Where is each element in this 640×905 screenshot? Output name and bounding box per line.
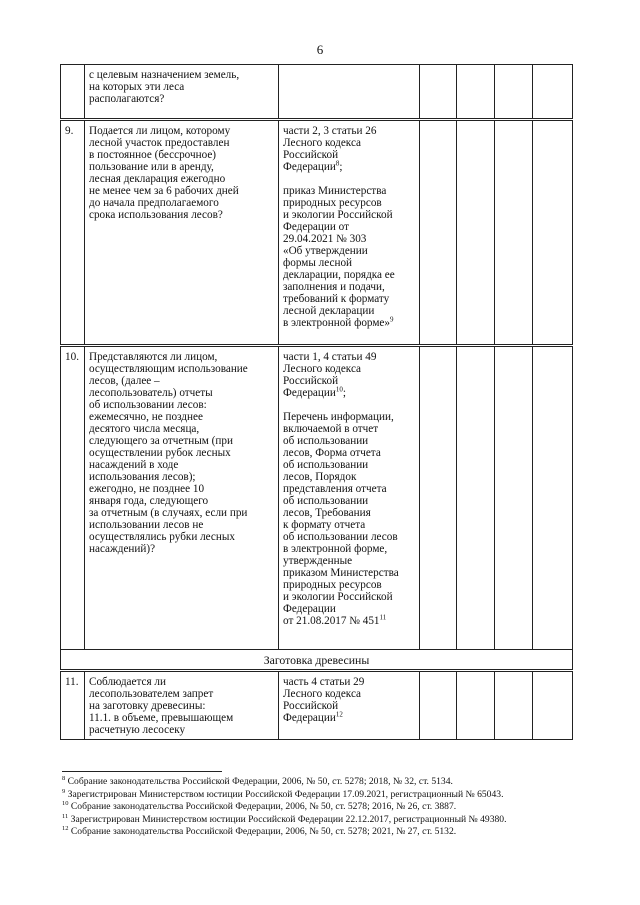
footnote-text: Зарегистрирован Министерством юстиции Российской Федерации 17.09.2021, регистрационный № 65043. <box>67 788 504 800</box>
answer-no-cell <box>457 346 495 650</box>
footnote <box>62 789 582 802</box>
answer-na-cell <box>495 120 533 346</box>
answer-no-cell <box>457 671 495 740</box>
answer-na-cell <box>495 65 533 120</box>
requirements-checklist-table <box>60 64 573 740</box>
footnote-mark: 8 <box>62 774 66 782</box>
section-heading-row <box>61 650 573 671</box>
row-number <box>61 65 85 120</box>
table-row <box>61 346 573 650</box>
requisite-punct: ; <box>339 161 343 173</box>
requisite-text: часть 4 статьи 29 Лесного кодекса Российской Федерации <box>283 676 365 724</box>
note-cell <box>533 671 573 740</box>
footnote-ref: 12 <box>335 710 343 719</box>
row-number: 9. <box>61 120 85 346</box>
note-cell <box>533 120 573 346</box>
question-text: Представляются ли лицом, осуществляющим использование лесов, (далее – лесопользователь) отчеты об использовании лесов: ежемесячно, не позднее десятого числа месяца, следующего за отчетным (при осуществлении рубок лесных насаждений в ходе использования лесов); ежегодно, не позднее 10 января года, следующего за отчетным (в случаях, если при использовании лесов не осуществлялись рубки лесных насаждений)? <box>85 346 279 650</box>
footnote-mark: 9 <box>62 787 66 795</box>
row-number: 10. <box>61 346 85 650</box>
table-row <box>61 671 573 740</box>
question-text: с целевым назначением земель, на которых эти леса располагаются? <box>85 65 279 120</box>
footnote <box>62 814 582 827</box>
answer-no-cell <box>457 65 495 120</box>
legal-requisites <box>279 671 420 740</box>
footnote-ref: 10 <box>335 385 343 394</box>
answer-no-cell <box>457 120 495 346</box>
table-row <box>61 65 573 120</box>
footnote <box>62 826 582 839</box>
footnote-mark: 12 <box>62 825 69 833</box>
footnote-mark: 11 <box>62 812 69 820</box>
requisite-text: приказ Министерства природных ресурсов и экологии Российской Федерации от 29.04.2021 № 303 «Об утверждении формы лесной декларации, порядка ее заполнения и подачи, требований к формату лесной декларации в электронной форме» <box>283 185 395 329</box>
legal-requisites <box>279 65 420 120</box>
footnote-ref: 11 <box>379 613 387 622</box>
requisite-text: Перечень информации, включаемой в отчет об использовании лесов, Форма отчета об использовании лесов, Порядок представления отчета об использовании лесов, Требования к формату отчета об использовании лесов в электронной форме, утвержденные приказом Министерства природных ресурсов и экологии Российской Федерации от 21.08.2017 № 451 <box>283 411 399 627</box>
table-row <box>61 120 573 346</box>
requisite-text: части 1, 4 статьи 49 Лесного кодекса Российской Федерации <box>283 351 377 399</box>
page-number: 6 <box>316 42 324 57</box>
answer-yes-cell <box>420 346 457 650</box>
answer-yes-cell <box>420 120 457 346</box>
footnote-text: Собрание законодательства Российской Федерации, 2006, № 50, ст. 5278; 2021, № 27, ст. 5132. <box>70 826 457 838</box>
note-cell <box>533 65 573 120</box>
legal-requisites <box>279 346 420 650</box>
question-text: Соблюдается ли лесопользователем запрет на заготовку древесины: 11.1. в объеме, превышающем расчетную лесосеку <box>85 671 279 740</box>
answer-yes-cell <box>420 65 457 120</box>
legal-requisites <box>279 120 420 346</box>
answer-yes-cell <box>420 671 457 740</box>
question-text: Подается ли лицом, которому лесной участок предоставлен в постоянное (бессрочное) пользование или в аренду, лесная декларация ежегодно не менее чем за 6 рабочих дней до начала предполагаемого срока использования лесов? <box>85 120 279 346</box>
section-heading: Заготовка древесины <box>61 650 573 671</box>
footnote-ref: 9 <box>390 315 394 324</box>
footnote-text: Собрание законодательства Российской Федерации, 2006, № 50, ст. 5278; 2018, № 32, ст. 5134. <box>67 776 453 787</box>
footnotes <box>62 776 582 839</box>
requisite-punct: ; <box>342 387 346 399</box>
footnote-ref: 8 <box>335 159 340 168</box>
note-cell <box>533 346 573 650</box>
row-number: 11. <box>61 671 85 740</box>
requisite-text: части 2, 3 статьи 26 Лесного кодекса Российской Федерации <box>283 125 377 173</box>
footnote-mark: 10 <box>62 800 69 807</box>
footnote <box>62 801 582 814</box>
footnote-text: Собрание законодательства Российской Федерации, 2006, № 50, ст. 5278; 2016, № 26, ст. 3887. <box>70 801 457 813</box>
footnote-separator <box>62 771 222 772</box>
answer-na-cell <box>495 671 533 740</box>
footnote <box>62 776 582 789</box>
answer-na-cell <box>495 346 533 650</box>
footnote-text: Зарегистрирован Министерством юстиции Российской Федерации 22.12.2017, регистрационный № 49380. <box>70 813 507 825</box>
